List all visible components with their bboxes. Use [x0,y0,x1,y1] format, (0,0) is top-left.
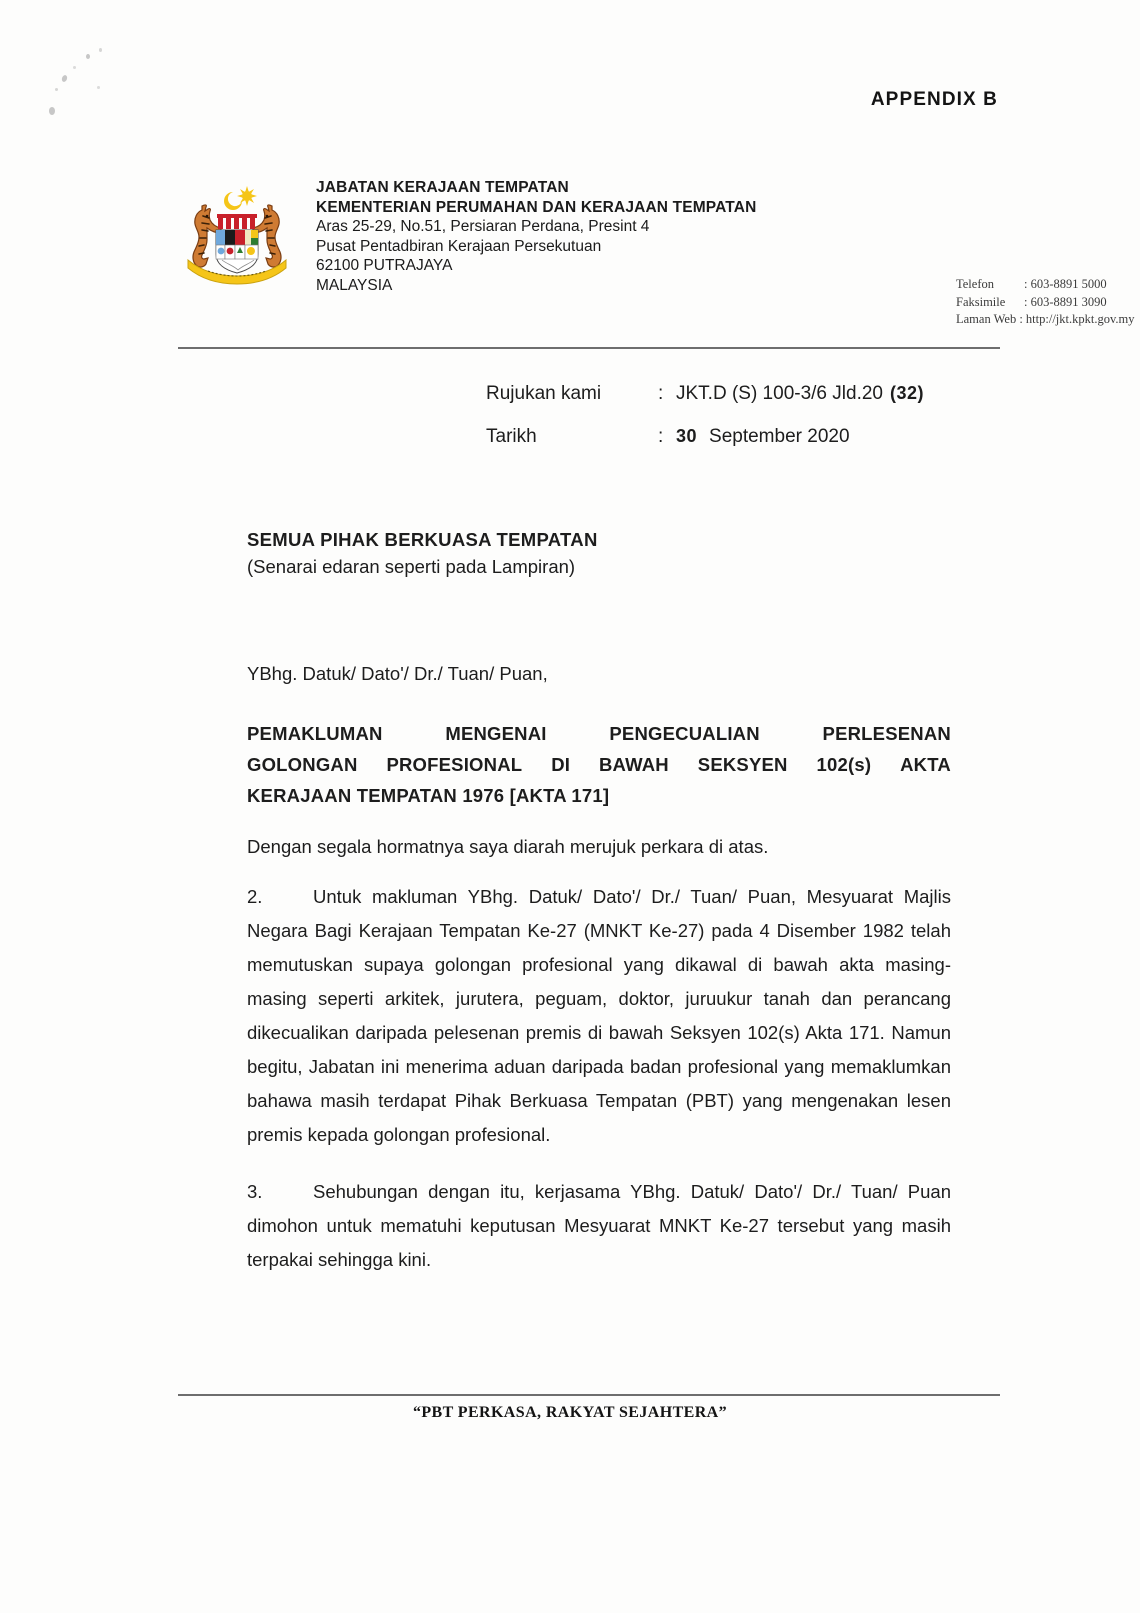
date-colon: : [658,426,664,447]
reference-value: JKT.D (S) 100-3/6 Jld.20 [676,383,883,404]
subject-line-2 [247,749,951,780]
address-line-3: 62100 PUTRAJAYA [316,257,453,274]
reference-label: Rujukan kami [486,383,602,404]
paragraph-2-text: Untuk makluman YBhg. Datuk/ Dato'/ Dr./ Tuan/ Puan, Mesyuarat Majlis Negara Bagi Kerajaan Tempatan Ke-27 (MNKT Ke-27) pada 4 Disember 1982 telah memutuskan supaya golongan profesional yang dikawal di bawah akta masing-masing seperti arkitek, jurutera, peguam, doktor, juruukur tanah dan perancang dikecualikan daripada pelesenan premis di bawah Seksyen 102(s) Akta 171. Namun begitu, Jabatan ini menerima aduan daripada badan profesional yang memaklumkan bahawa masih terdapat Pihak Berkuasa Tempatan (PBT) yang mengenakan lesen premis kepada golongan profesional. [247,886,951,1145]
fax-label: Faksimile [956,294,1006,309]
address-line-2: Pusat Pentadbiran Kerajaan Persekutuan [316,237,602,255]
fax-row [956,294,1135,312]
address-line-1: Aras 25-29, No.51, Persiaran Perdana, Presint 4 [316,218,650,235]
subject-word: PERLESENAN [822,723,951,744]
scan-artifact [97,86,100,89]
ministry-name: KEMENTERIAN PERUMAHAN DAN KERAJAAN TEMPATAN [316,198,757,216]
paragraph-2 [247,880,951,1152]
subject-word: GOLONGAN [247,754,358,775]
phone-row [956,276,1135,294]
scan-artifact [55,88,58,91]
paragraph-3-number: 3. [247,1181,263,1202]
scan-artifact [86,54,90,59]
scan-artifact [61,74,68,82]
letterhead [178,170,1135,326]
reference-row [486,372,924,415]
date-month-year: September 2020 [709,426,850,447]
scan-artifact [73,66,76,69]
paragraph-2-number: 2. [247,886,263,907]
date-day-handwritten: 30 [676,426,698,446]
scan-artifact [49,107,55,115]
paragraph-1: Dengan segala hormatnya saya diarah merujuk perkara di atas. [247,836,769,857]
paragraph-3-text: Sehubungan dengan itu, kerjasama YBhg. Datuk/ Dato'/ Dr./ Tuan/ Puan dimohon untuk mematuhi keputusan Mesyuarat MNKT Ke-27 tersebut yang masih terpakai sehingga kini. [247,1181,951,1270]
footer-motto: “PBT PERKASA, RAKYAT SEJAHTERA” [412,1404,728,1421]
fax-value: : 603-8891 3090 [1024,294,1107,309]
appendix-label: APPENDIX B [870,89,998,110]
paragraph-3 [247,1175,951,1277]
scan-artifact [99,48,102,52]
subject-word: PENGECUALIAN [609,723,760,744]
subject-word: MENGENAI [445,723,547,744]
subject-word: PROFESIONAL [386,754,523,775]
subject-word: 102(s) [816,754,872,775]
subject-word: PEMAKLUMAN [247,723,383,744]
subject-word: SEKSYEN [697,754,788,775]
shield-crest-top [217,214,257,229]
contact-details [956,276,1135,329]
website-line: Laman Web : http://jkt.kpkt.gov.my [956,312,1135,326]
addressee-title: SEMUA PIHAK BERKUASA TEMPATAN [247,529,598,550]
subject-word: DI [551,754,571,775]
reference-block [486,372,924,458]
date-label: Tarikh [486,426,537,447]
subject-word: BAWAH [599,754,669,775]
addressee-block [247,526,598,580]
subject-line-3: KERAJAAN TEMPATAN 1976 [AKTA 171] [247,785,610,806]
date-row [486,415,924,458]
phone-label: Telefon [956,277,994,291]
subject-word: AKTA [900,754,951,775]
malaysian-coat-of-arms-icon [178,176,296,288]
subject-heading [247,718,951,811]
shield [216,230,258,273]
address-line-4: MALAYSIA [316,276,393,294]
organisation-block [316,170,1000,295]
phone-value: : 603-8891 5000 [1024,277,1107,291]
reference-volume-handwritten: (32) [889,383,924,403]
department-name: JABATAN KERAJAAN TEMPATAN [316,179,569,196]
salutation: YBhg. Datuk/ Dato'/ Dr./ Tuan/ Puan, [247,663,548,684]
header-divider [178,347,1000,349]
subject-line-1 [247,718,951,749]
footer-divider [178,1394,1000,1396]
reference-colon: : [658,383,664,404]
addressee-note: (Senarai edaran seperti pada Lampiran) [247,556,576,577]
